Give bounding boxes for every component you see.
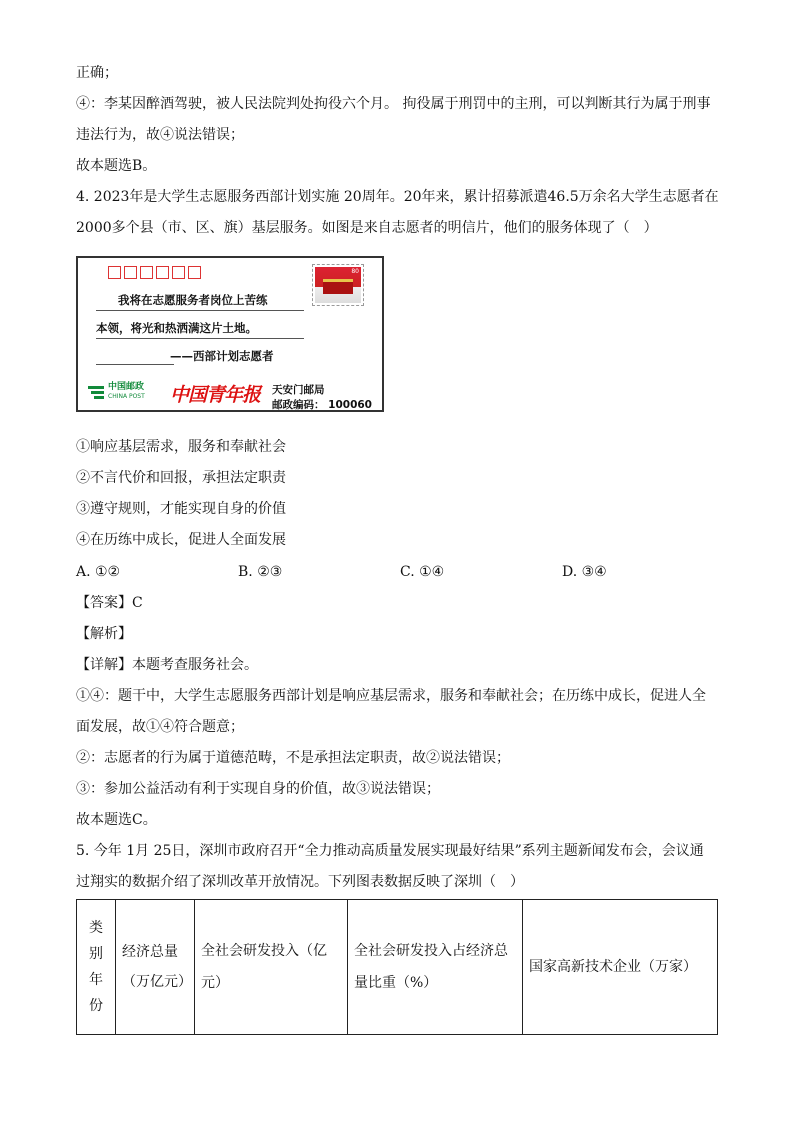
explanation-line: ①④：题干中，大学生志愿服务西部计划是响应基层需求，服务和奉献社会；在历练中成长，促进人全 — [76, 688, 706, 704]
text-line: 违法行为，故④说法错误； — [76, 127, 244, 143]
text-line: ④：李某因醉酒驾驶，被人民法院判处拘役六个月。 拘役属于刑罚中的主刑，可以判断其行为属于刑事 — [76, 96, 711, 112]
detail-line: 【详解】本题考查服务社会。 — [76, 657, 258, 673]
text-line: 故本题选B。 — [76, 158, 157, 174]
question-5-stem: 5. 今年 1月 25日，深圳市政府召开“全力推动高质量发展实现最好结果”系列主题新闻发布会，会议通 — [76, 843, 704, 859]
postcard-line: 我将在志愿服务者岗位上苦练 — [118, 293, 268, 307]
statement-1: ①响应基层需求，服务和奉献社会 — [76, 439, 286, 455]
statement-2: ②不言代价和回报，承担法定职责 — [76, 470, 286, 486]
table-header-cell: 全社会研发投入（亿元） — [195, 900, 348, 1035]
china-post-icon — [88, 384, 104, 400]
table-header-cell: 全社会研发投入占经济总量比重（%） — [348, 900, 523, 1035]
postcard-rule — [96, 364, 174, 365]
option-a: A. ①② — [76, 564, 121, 580]
table-header-cell: 国家高新技术企业（万家） — [523, 900, 718, 1035]
table-corner-cell: 类 别 年 份 — [77, 900, 116, 1035]
postcard-line: 本领，将光和热洒满这片土地。 — [96, 321, 257, 335]
question-4-stem: 4. 2023年是大学生志愿服务西部计划实施 20周年。20年来，累计招募派遣46.5万余名大学生志愿者在 — [76, 189, 719, 205]
table-header-row — [77, 900, 718, 1035]
postcard-rule — [96, 310, 304, 311]
question-4-stem: 2000多个县（市、区、旗）基层服务。如图是来自志愿者的明信片，他们的服务体现了（ ） — [76, 220, 658, 236]
option-d: D. ③④ — [562, 564, 607, 580]
explanation-line: ②：志愿者的行为属于道德范畴，不是承担法定职责，故②说法错误； — [76, 750, 510, 766]
question-5-stem: 过翔实的数据介绍了深圳改革开放情况。下列图表数据反映了深圳（ ） — [76, 874, 524, 890]
postcard-rule — [96, 338, 304, 339]
newspaper-logo: 中国青年报 — [170, 384, 261, 406]
text-line: 正确； — [76, 65, 118, 81]
option-b: B. ②③ — [238, 564, 283, 580]
statement-4: ④在历练中成长，促进人全面发展 — [76, 532, 286, 548]
explanation-line: 故本题选C。 — [76, 812, 157, 828]
explanation-line: ③：参加公益活动有利于实现自身的价值，故③说法错误； — [76, 781, 440, 797]
option-c: C. ①④ — [400, 564, 445, 580]
postcode-text: 邮政编码： 100060 — [272, 399, 372, 411]
zipcode-boxes — [108, 266, 201, 279]
explanation-line: 面发展，故①④符合题意； — [76, 719, 244, 735]
table-header-cell: 经济总量（万亿元） — [116, 900, 195, 1035]
china-post-logo: 中国邮政 CHINA POST — [88, 382, 145, 402]
post-office-name: 天安门邮局 — [272, 384, 325, 396]
stamp-icon: 80 — [312, 264, 364, 306]
statement-3: ③遵守规则，才能实现自身的价值 — [76, 501, 286, 517]
answer-label: 【答案】C — [76, 595, 143, 611]
postcard-signature: ——西部计划志愿者 — [170, 349, 274, 363]
data-table — [76, 899, 718, 1035]
analysis-label: 【解析】 — [76, 626, 132, 642]
postcard-image — [76, 256, 384, 412]
